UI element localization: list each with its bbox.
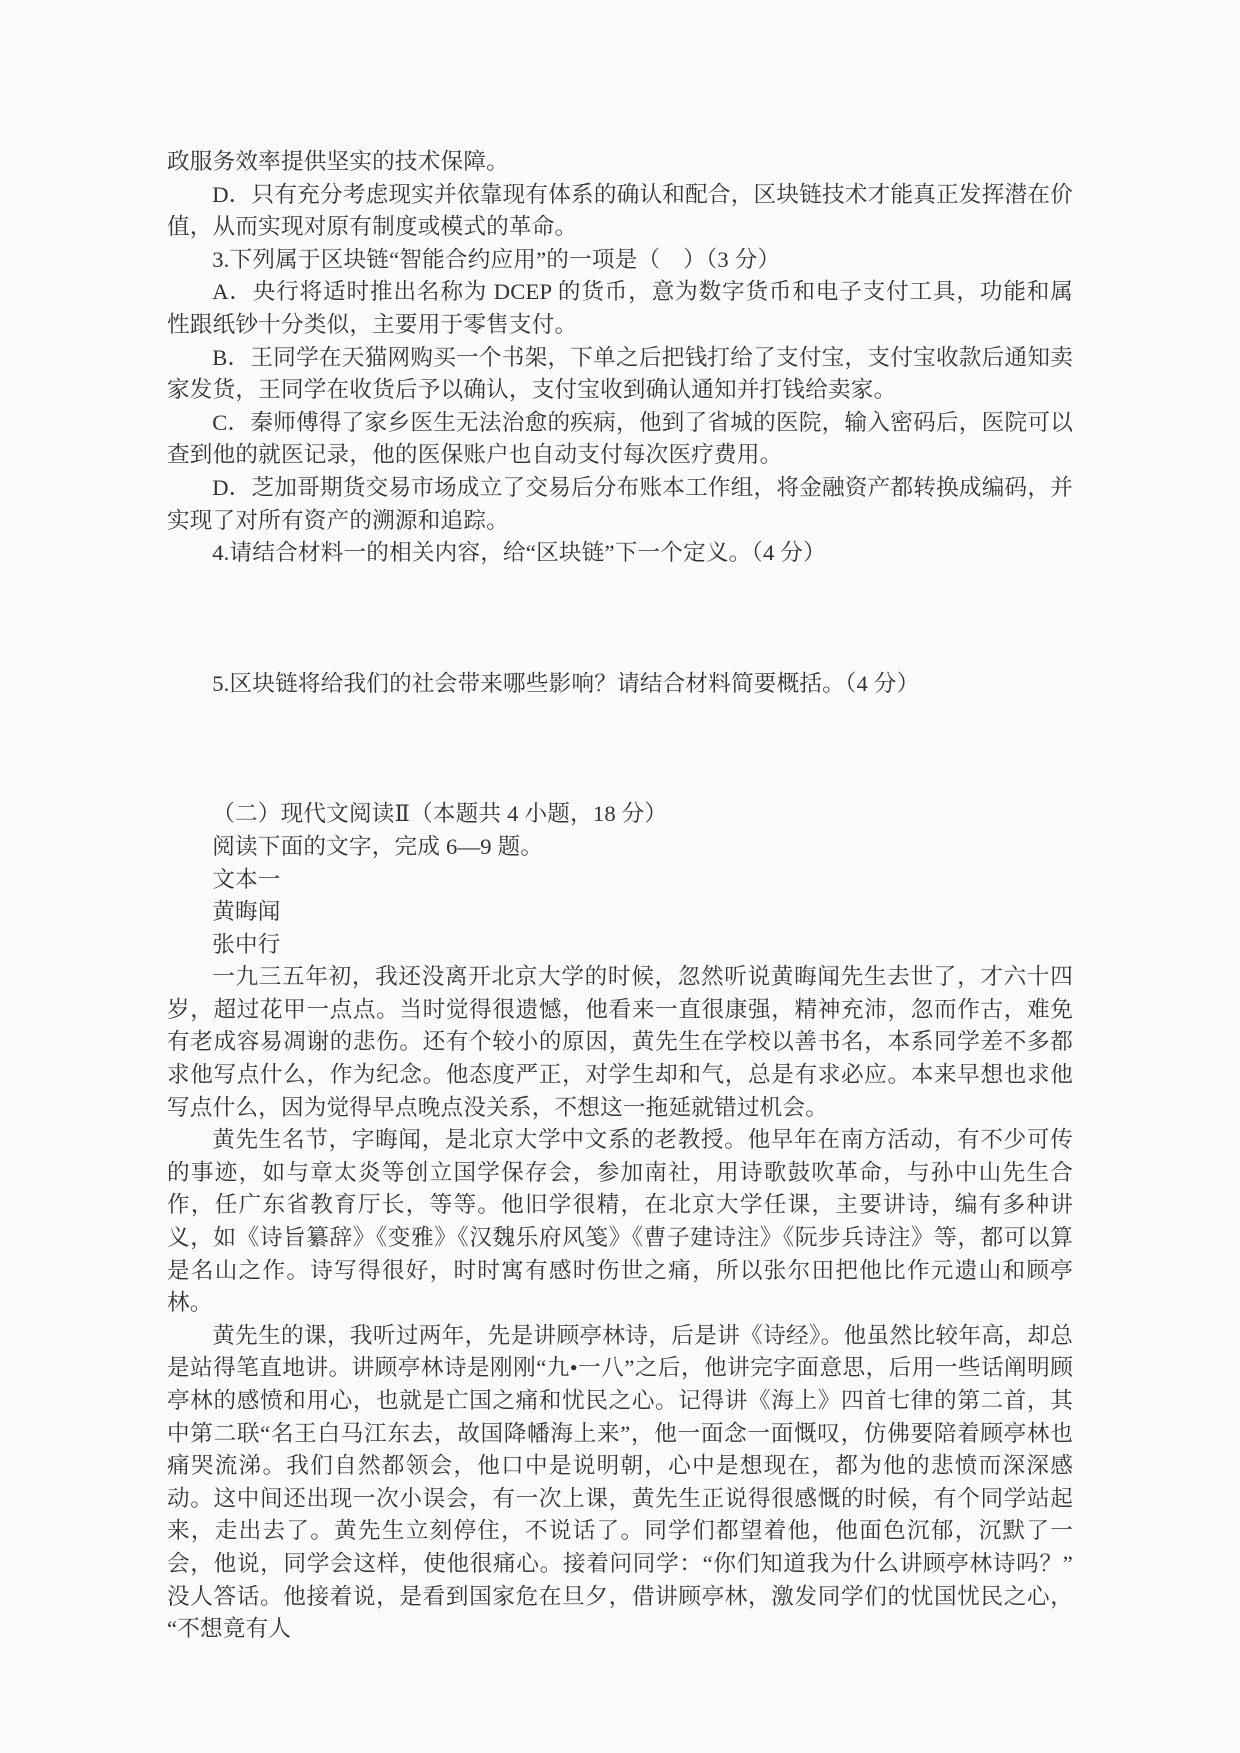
reading-instruction: 阅读下面的文字，完成 6—9 题。 (212, 833, 544, 859)
section-2-header: （二）现代文阅读Ⅱ（本题共 4 小题，18 分） (212, 801, 668, 827)
carryover-line: 政服务效率提供坚实的技术保障。 (167, 149, 509, 174)
text-1-label: 文本一 (212, 866, 281, 892)
essay-paragraph-2: 黄先生名节，字晦闻，是北京大学中文系的老教授。他早年在南方活动，有不少可传的事迹，如与章太炎等创立国学保存会，参加南社，用诗歌鼓吹革命，与孙中山先生合作，任广东省教育厅长，等等。他旧学很精，在北京大学任课，主要讲诗，编有多种讲义，如《诗旨纂辞》《变雅》《汉魏乐府风笺》《曹子建诗注》《阮步兵诗注》等，都可以算是名山之作。诗写得很好，时时寓有感时伤世之痛，所以张尔田把他比作元遗山和顾亭林。 (167, 1127, 1073, 1316)
essay-paragraph-3: 黄先生的课，我听过两年，先是讲顾亭林诗，后是讲《诗经》。他虽然比较年高，却总是站得笔直地讲。讲顾亭林诗是刚刚“九•一八”之后，他讲完字面意思，后用一些话阐明顾亭林的感愤和用心，也就是亡国之痛和忧民之心。记得讲《海上》四首七律的第二首，其中第二联“名王白马江东去，故国降幡海上来”，他一面念一面慨叹，仿佛要陪着顾亭林也痛哭流涕。我们自然都领会，他口中是说明朝，心中是想现在，都为他的悲愤而深深感动。这中间还出现一次小误会，有一次上课，黄先生正说得很感慨的时候，有个同学站起来，走出去了。黄先生立刻停住，不说话了。同学们都望着他，他面色沉郁，沉默了一会，他说，同学会这样，使他很痛心。接着问同学：“你们知道我为什么讲顾亭林诗吗？”没人答话。他接着说，是看到国家危在旦夕，借讲顾亭林，激发同学们的忧国忧民之心，“不想竟有人 (167, 1322, 1073, 1642)
question-3-option-b: B．王同学在天猫网购买一个书架，下单之后把钱打给了支付宝，支付宝收款后通知卖家发货，王同学在收货后予以确认，支付宝收到确认通知并打钱给卖家。 (167, 344, 1073, 403)
question-3: 3.下列属于区块链“智能合约应用”的一项是（ ）（3 分） (212, 246, 781, 272)
answer-space-question-4 (167, 570, 1073, 668)
question-5: 5.区块链将给我们的社会带来哪些影响？请结合材料简要概括。（4 分） (212, 670, 920, 696)
answer-space-question-5 (167, 700, 1073, 798)
question-3-option-a: A．央行将适时推出名称为 DCEP 的货币，意为数字货币和电子支付工具，功能和属性跟纸钞十分类似，主要用于零售支付。 (167, 279, 1073, 337)
question-3-option-c: C．秦师傅得了家乡医生无法治愈的疾病，他到了省城的医院，输入密码后，医院可以查到他的就医记录，他的医保账户也自动支付每次医疗费用。 (167, 409, 1073, 468)
question-3-option-d: D．芝加哥期货交易市场成立了交易后分布账本工作组，将金融资产都转换成编码，并实现了对所有资产的溯源和追踪。 (167, 474, 1073, 533)
essay-author: 张中行 (212, 931, 281, 957)
exam-text-column (167, 146, 1073, 1646)
essay-title: 黄晦闻 (212, 899, 281, 925)
essay-paragraph-1: 一九三五年初，我还没离开北京大学的时候，忽然听说黄晦闻先生去世了，才六十四岁，超过花甲一点点。当时觉得很遗憾，他看来一直很康强，精神充沛，忽而作古，难免有老成容易凋谢的悲伤。还有个较小的原因，黄先生在学校以善书名，本系同学差不多都求他写点什么，作为纪念。他态度严正，对学生却和气，总是有求必应。本来早想也求他写点什么，因为觉得早点晚点没关系，不想这一拖延就错过机会。 (167, 964, 1073, 1120)
question-4: 4.请结合材料一的相关内容，给“区块链”下一个定义。（4 分） (212, 540, 826, 566)
option-d-question-2: D．只有充分考虑现实并依靠现有体系的确认和配合，区块链技术才能真正发挥潜在价值，从而实现对原有制度或模式的革命。 (167, 181, 1073, 240)
